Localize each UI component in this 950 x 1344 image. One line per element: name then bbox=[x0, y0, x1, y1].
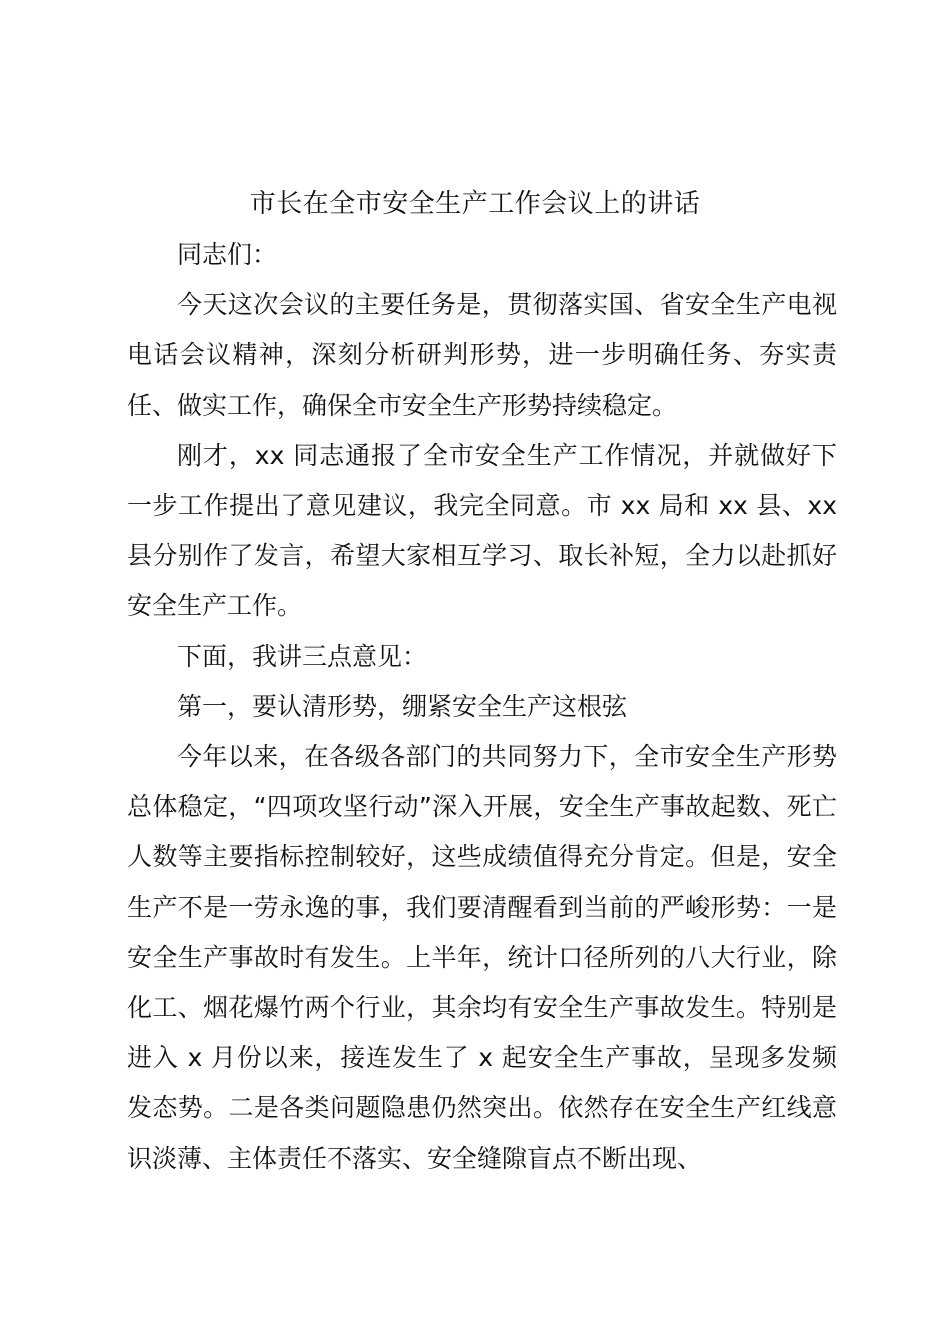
document-body bbox=[127, 230, 837, 1184]
section-one-heading: 第一，要认清形势，绷紧安全生产这根弦 bbox=[177, 691, 628, 721]
situation-paragraph: 今年以来，在各级各部门的共同努力下，全市安全生产形势总体稳定，“四项攻坚行动”深入开展，安全生产事故起数、死亡人数等主要指标控制较好，这些成绩值得充分肯定。但是，安全生产不是一劳永逸的事，我们要清醒看到当前的严峻形势：一是安全生产事故时有发生。上半年，统计口径所列的八大行业，除化工、烟花爆竹两个行业，其余均有安全生产事故发生。特别是进入 x 月份以来，接连发生了 x 起安全生产事故，呈现多发频发态势。二是各类问题隐患仍然突出。依然存在安全生产红线意识淡薄、主体责任不落实、安全缝隙盲点不断出现、 bbox=[127, 742, 837, 1173]
document-title: 市长在全市安全生产工作会议上的讲话 bbox=[249, 189, 701, 219]
report-paragraph: 刚才，xx 同志通报了全市安全生产工作情况，并就做好下一步工作提出了意见建议，我完全同意。市 xx 局和 xx 县、xx 县分别作了发言，希望大家相互学习、取长补短，全力以赴抓好安全生产工作。 bbox=[127, 440, 837, 621]
outline-paragraph: 下面，我讲三点意见： bbox=[177, 641, 428, 671]
intro-paragraph: 今天这次会议的主要任务是，贯彻落实国、省安全生产电视电话会议精神，深刻分析研判形势，进一步明确任务、夯实责任、做实工作，确保全市安全生产形势持续稳定。 bbox=[127, 290, 837, 420]
salutation-paragraph: 同志们： bbox=[177, 240, 278, 269]
